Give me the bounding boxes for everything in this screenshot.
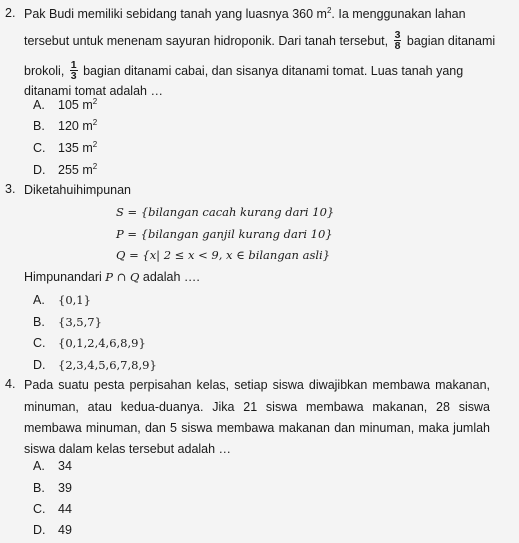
option-letter: B. bbox=[33, 481, 45, 495]
question-text-line: membawa minuman, dan 5 siswa membawa makanan dan minuman, maka jumlah bbox=[24, 421, 490, 435]
fraction-denominator: 3 bbox=[70, 70, 77, 82]
fraction-denominator: 8 bbox=[394, 40, 401, 52]
question-text-line: minuman, atau kedua-duanya. Jika 21 siswa membawa makanan, 28 siswa bbox=[24, 400, 490, 414]
option-value: {0,1} bbox=[58, 293, 91, 307]
option-letter: B. bbox=[33, 315, 45, 329]
option-letter: C. bbox=[33, 502, 46, 516]
option-value-text: 105 m bbox=[58, 98, 93, 112]
option-value: 34 bbox=[58, 459, 72, 473]
set-s-definition: S = {bilangan cacah kurang dari 10} bbox=[116, 205, 335, 219]
question-text-line bbox=[24, 6, 466, 22]
fraction bbox=[394, 30, 402, 51]
option-value: {3,5,7} bbox=[58, 315, 102, 329]
option-value: {2,3,4,5,6,7,8,9} bbox=[58, 358, 157, 372]
fraction-numerator: 3 bbox=[394, 29, 401, 41]
set-intersection: P ∩ Q bbox=[105, 270, 140, 284]
text-segment: adalah …. bbox=[139, 270, 200, 284]
question-text-line bbox=[24, 31, 495, 52]
question-text-line bbox=[24, 269, 200, 285]
text-segment: . Ia menggunakan lahan bbox=[331, 7, 466, 21]
question-number: 4. bbox=[5, 377, 16, 391]
text-segment: bagian ditanami cabai, dan sisanya ditanami tomat. Luas tanah yang bbox=[79, 63, 464, 78]
question-text-line: Pada suatu pesta perpisahan kelas, setiap siswa diwajibkan membawa makanan, bbox=[24, 378, 490, 392]
option-letter: C. bbox=[33, 336, 46, 350]
option-value-text: 255 m bbox=[58, 163, 93, 177]
area-value: 360 m bbox=[292, 7, 327, 21]
set-q-definition: Q = {x| 2 ≤ x < 9, x ∈ bilangan asli} bbox=[116, 248, 331, 262]
option-value bbox=[58, 140, 97, 156]
option-letter: A. bbox=[33, 293, 45, 307]
option-value bbox=[58, 162, 97, 178]
question-text-line: siswa dalam kelas tersebut adalah … bbox=[24, 442, 232, 456]
text-segment: tersebut untuk menenam sayuran hidroponik. Dari tanah tersebut, bbox=[24, 33, 392, 48]
option-letter: A. bbox=[33, 459, 45, 473]
question-text-line bbox=[24, 61, 463, 82]
option-value: 44 bbox=[58, 502, 72, 516]
exponent: 2 bbox=[92, 96, 98, 106]
text-segment: Himpunandari bbox=[24, 270, 106, 284]
exponent: 2 bbox=[326, 5, 332, 15]
question-number: 3. bbox=[5, 182, 16, 196]
option-value bbox=[58, 97, 97, 113]
question-text-line: ditanami tomat adalah … bbox=[24, 84, 163, 98]
exponent: 2 bbox=[92, 139, 98, 149]
question-number: 2. bbox=[5, 6, 16, 20]
fraction bbox=[70, 60, 78, 81]
option-value-text: 120 m bbox=[58, 119, 93, 133]
option-value bbox=[58, 118, 97, 134]
option-value-text: 135 m bbox=[58, 141, 93, 155]
question-text-line: Diketahuihimpunan bbox=[24, 183, 132, 197]
option-letter: D. bbox=[33, 523, 46, 537]
option-value: 49 bbox=[58, 523, 72, 537]
text-segment: bagian ditanami bbox=[403, 33, 496, 48]
option-value: {0,1,2,4,6,8,9} bbox=[58, 336, 146, 350]
option-letter: C. bbox=[33, 141, 46, 155]
set-p-definition: P = {bilangan ganjil kurang dari 10} bbox=[116, 227, 333, 241]
option-letter: A. bbox=[33, 98, 45, 112]
text-segment: brokoli, bbox=[24, 63, 68, 78]
option-letter: B. bbox=[33, 119, 45, 133]
exponent: 2 bbox=[92, 161, 98, 171]
option-letter: D. bbox=[33, 358, 46, 372]
option-letter: D. bbox=[33, 163, 46, 177]
exponent: 2 bbox=[92, 117, 98, 127]
text-segment: Pak Budi memiliki sebidang tanah yang luasnya bbox=[24, 7, 293, 21]
fraction-numerator: 1 bbox=[70, 59, 77, 71]
option-value: 39 bbox=[58, 481, 72, 495]
